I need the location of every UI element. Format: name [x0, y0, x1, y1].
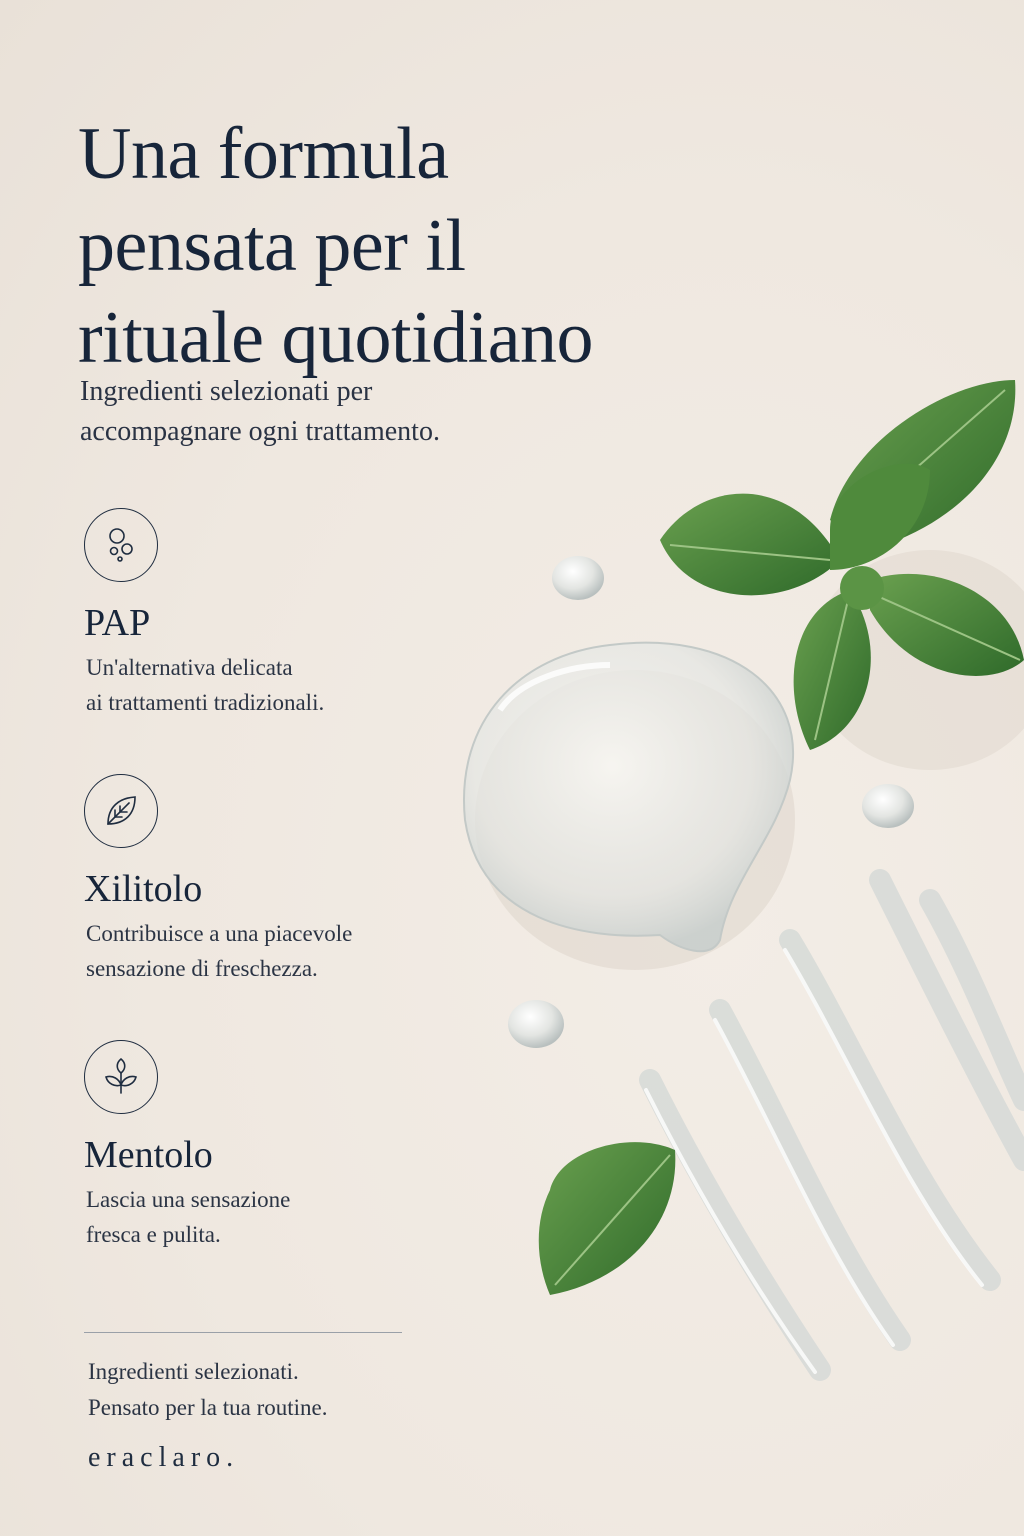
footer-line-1: Ingredienti selezionati. — [88, 1359, 299, 1384]
feature-name: Mentolo — [84, 1134, 213, 1176]
leaf-icon — [84, 774, 158, 848]
sprout-icon — [84, 1040, 158, 1114]
feature-desc-line-1: Lascia una sensazione — [86, 1187, 291, 1212]
feature-desc-line-1: Un'alternativa delicata — [86, 655, 293, 680]
headline-line-3: rituale quotidiano — [78, 297, 594, 379]
footer-text — [88, 1354, 448, 1426]
mint-gel-illustration — [430, 360, 1024, 1410]
mint-leaf-bottom — [539, 1142, 676, 1295]
headline — [78, 108, 698, 384]
feature-name: Xilitolo — [84, 868, 203, 910]
feature-description — [86, 650, 466, 720]
feature-desc-line-2: sensazione di freschezza. — [86, 956, 318, 981]
brand-logo: eraclaro. — [88, 1442, 240, 1473]
footer-line-2: Pensato per la tua routine. — [88, 1395, 328, 1420]
feature-desc-line-2: ai trattamenti tradizionali. — [86, 690, 325, 715]
feature-name: PAP — [84, 602, 151, 644]
intro-line-2: accompagnare ogni trattamento. — [80, 416, 440, 447]
feature-description — [86, 1182, 466, 1252]
bubbles-icon — [84, 508, 158, 582]
feature-desc-line-1: Contribuisce a una piacevole — [86, 921, 353, 946]
feature-desc-line-2: fresca e pulita. — [86, 1222, 221, 1247]
divider — [84, 1332, 402, 1333]
headline-line-1: Una formula — [78, 113, 449, 195]
feature-description — [86, 916, 466, 986]
intro-line-1: Ingredienti selezionati per — [80, 376, 373, 407]
headline-line-2: pensata per il — [78, 205, 466, 287]
